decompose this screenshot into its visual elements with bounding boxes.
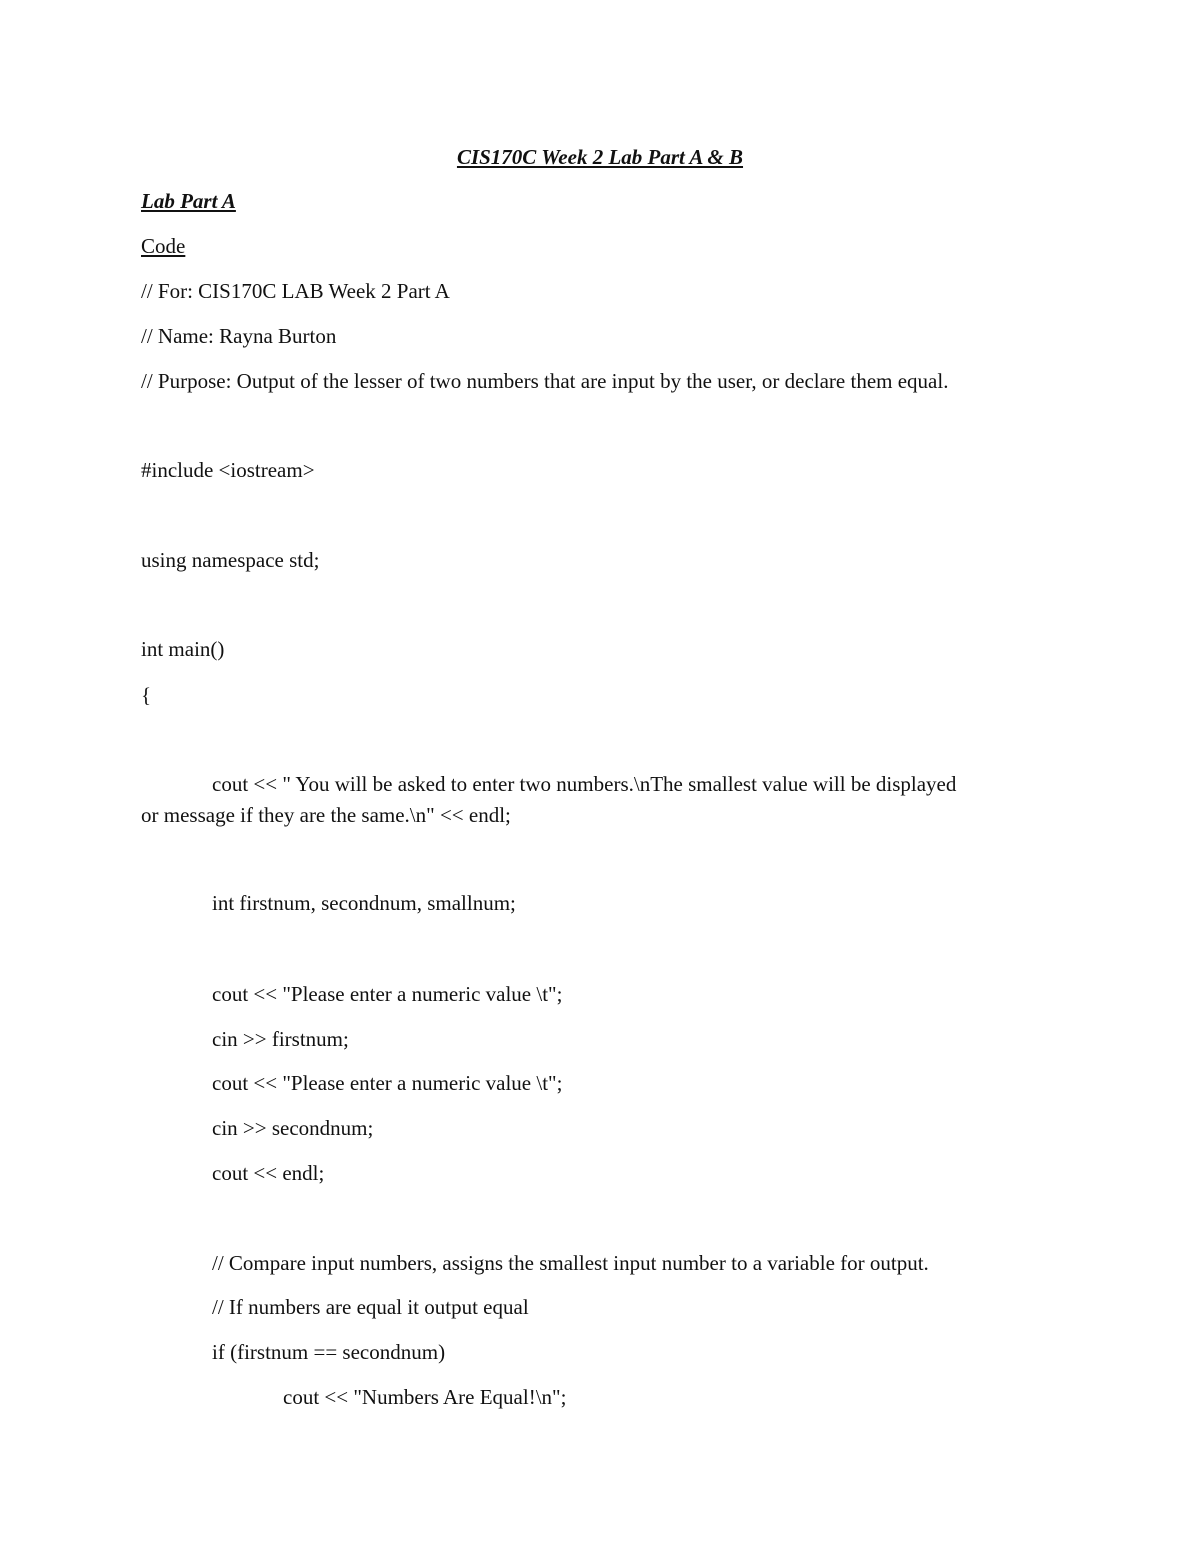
- code-line: {: [141, 683, 152, 707]
- code-line: cout << endl;: [212, 1161, 325, 1185]
- code-line: cin >> firstnum;: [212, 1027, 349, 1051]
- code-line: // Name: Rayna Burton: [141, 324, 337, 348]
- document-title: CIS170C Week 2 Lab Part A & B: [456, 145, 744, 169]
- subsection-heading: Code: [141, 234, 186, 258]
- code-line: int main(): [141, 637, 225, 661]
- code-line: // For: CIS170C LAB Week 2 Part A: [141, 279, 450, 303]
- section-heading: Lab Part A: [141, 189, 236, 213]
- code-line: int firstnum, secondnum, smallnum;: [212, 891, 516, 915]
- code-line: // Purpose: Output of the lesser of two numbers that are input by the user, or declare them equal.: [141, 369, 949, 393]
- code-line: using namespace std;: [141, 548, 320, 572]
- code-line: cout << "Please enter a numeric value \t";: [212, 982, 563, 1006]
- code-line: // If numbers are equal it output equal: [212, 1295, 529, 1319]
- code-line: // Compare input numbers, assigns the smallest input number to a variable for output.: [212, 1251, 929, 1275]
- code-line: or message if they are the same.\n" << endl;: [141, 803, 511, 827]
- code-line: #include <iostream>: [141, 458, 315, 482]
- code-line: if (firstnum == secondnum): [212, 1340, 446, 1364]
- code-line: cout << " You will be asked to enter two numbers.\nThe smallest value will be displayed: [212, 772, 957, 796]
- code-line: cin >> secondnum;: [212, 1116, 374, 1140]
- code-line: cout << "Numbers Are Equal!\n";: [283, 1385, 567, 1409]
- code-line: cout << "Please enter a numeric value \t";: [212, 1071, 563, 1095]
